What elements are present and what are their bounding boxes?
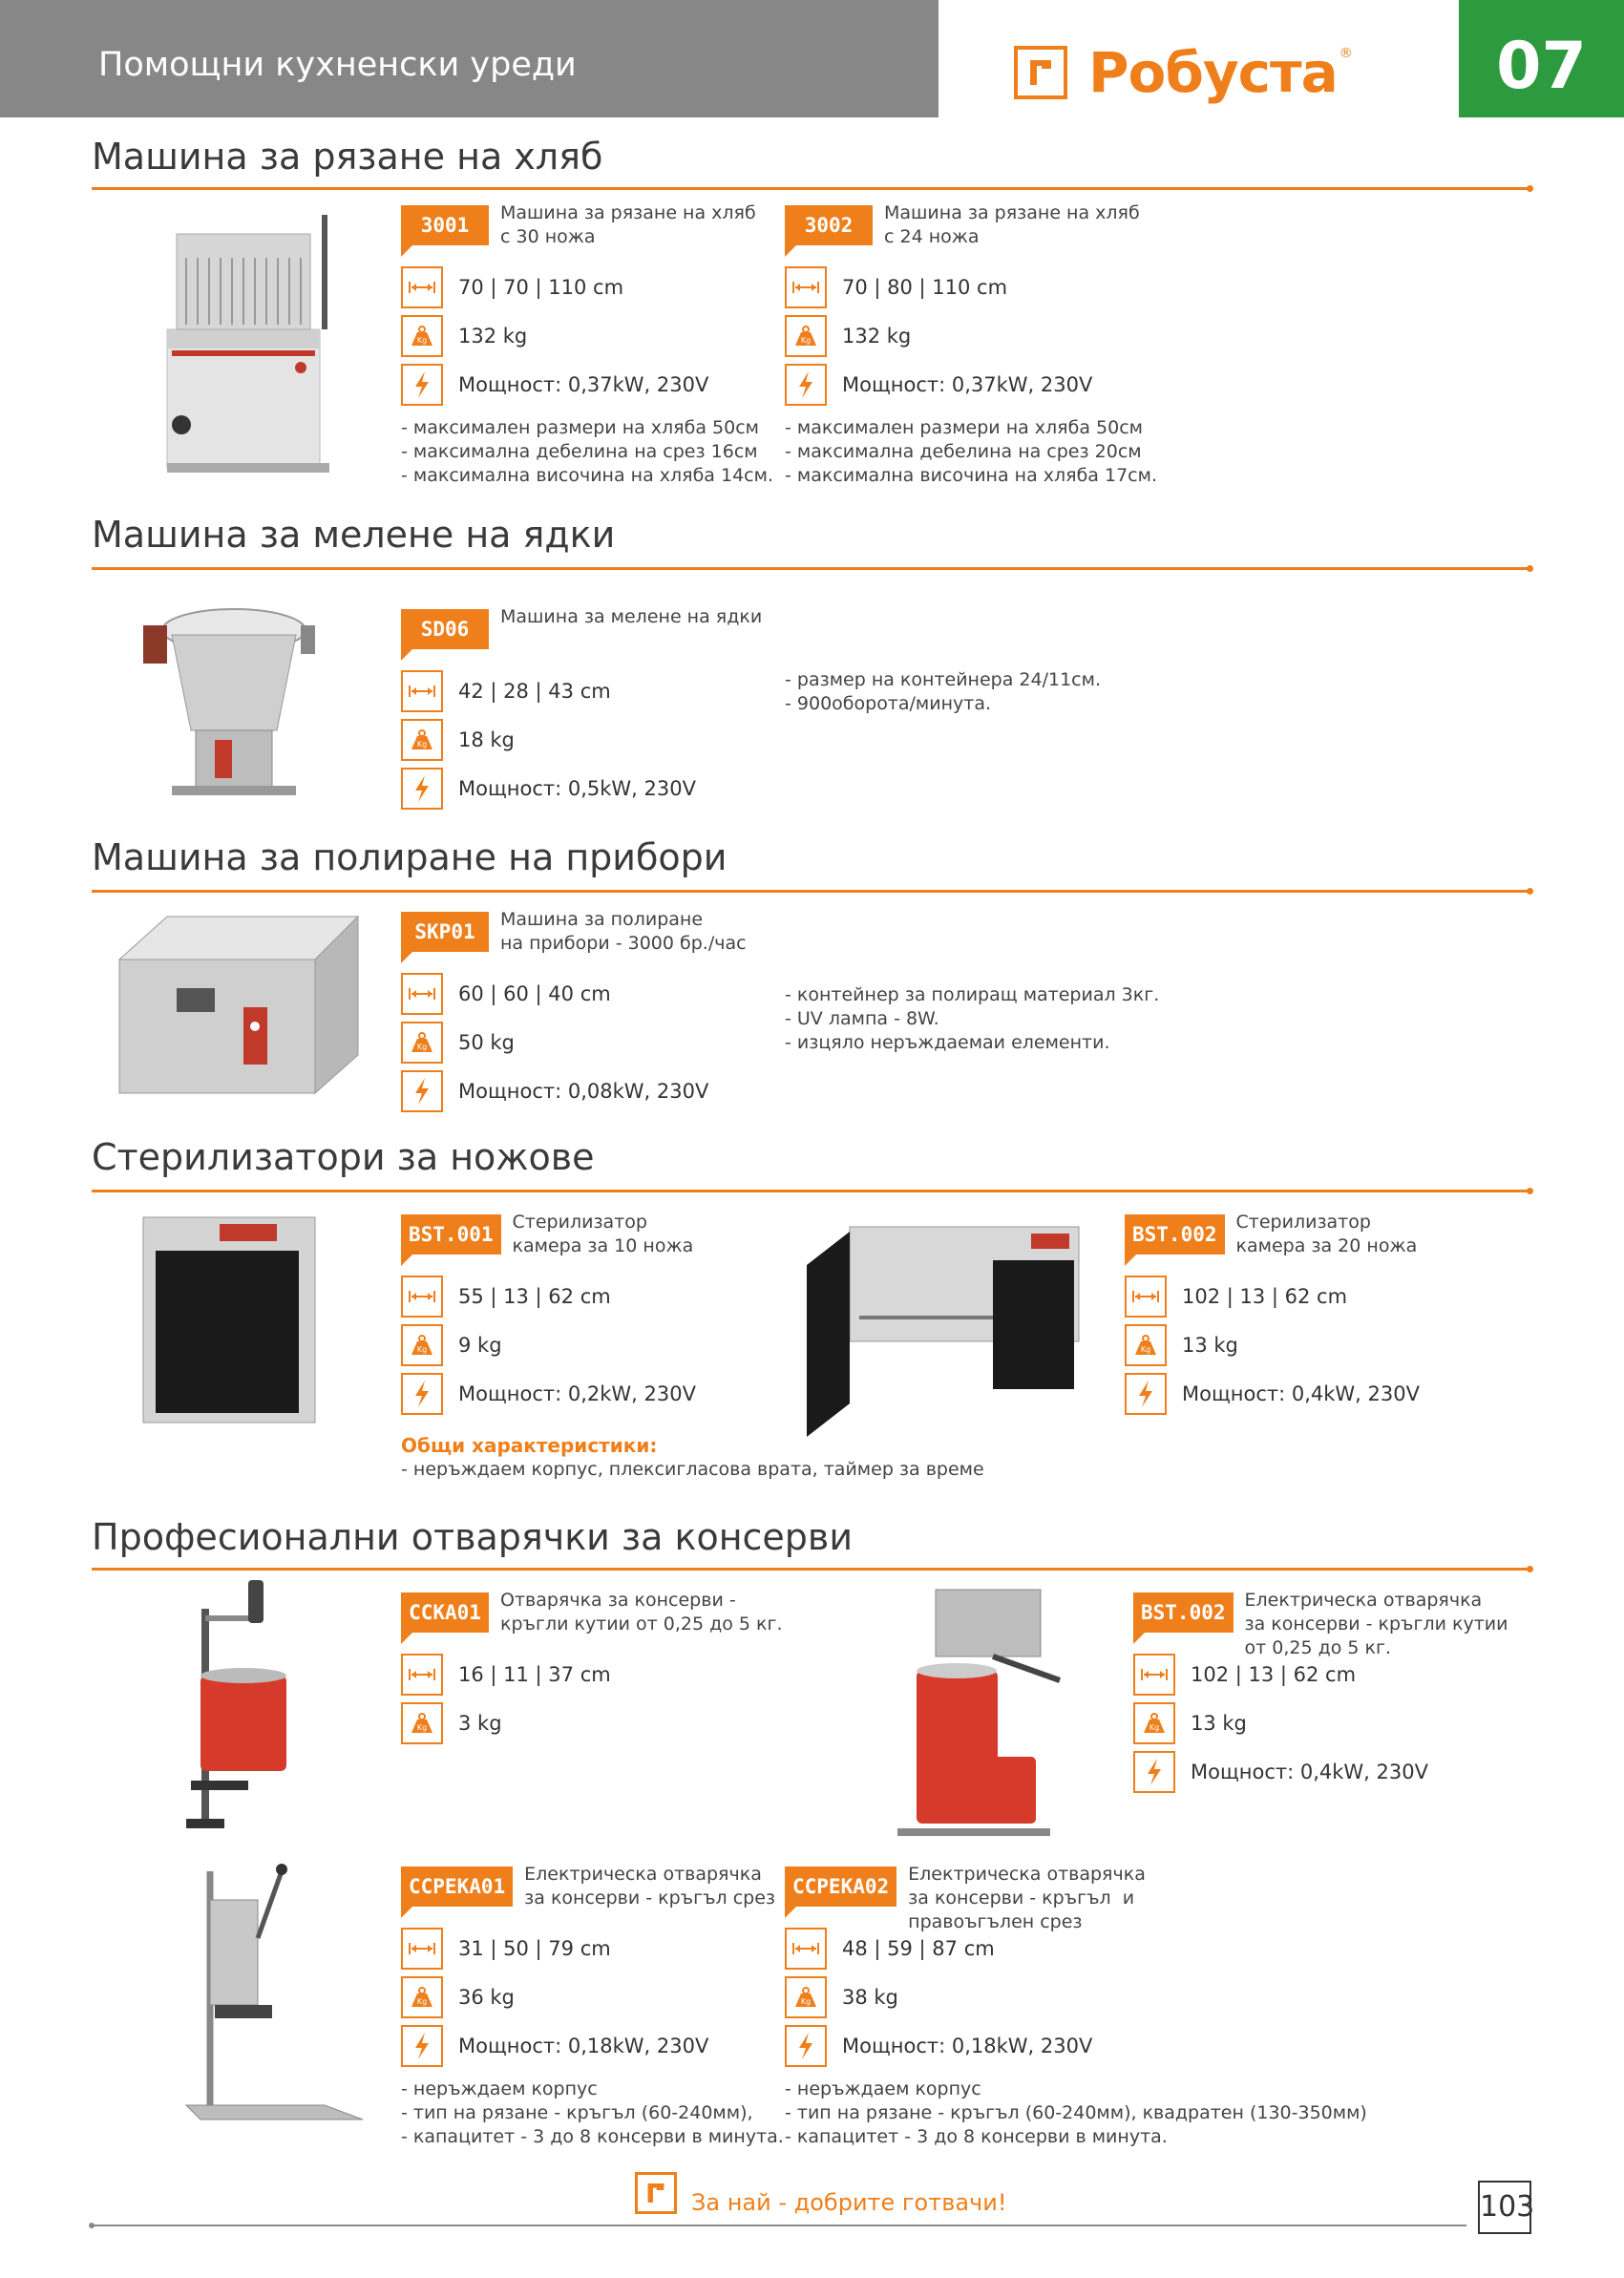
weight-kg-icon xyxy=(785,315,827,357)
electric-can-opener-image xyxy=(869,1585,1065,1843)
product-description: Електрическа отварячка за консерви - кръгли кутии от 0,25 до 5 кг. xyxy=(1244,1590,1508,1658)
section-title: Стерилизатори за ножове xyxy=(92,1136,595,1178)
weight-kg-icon xyxy=(401,1976,443,2018)
weight-kg-icon xyxy=(785,1976,827,2018)
weight-kg-icon xyxy=(401,1702,443,1744)
nut-grinder-image xyxy=(134,597,325,802)
brand-logo-icon xyxy=(1014,46,1067,99)
section-divider xyxy=(92,1190,1531,1192)
general-characteristics-text: - неръждаем корпус, плексигласова врата, таймер за време xyxy=(401,1459,984,1480)
product-notes: - неръждаем корпус - тип на рязане - кръгъл (60-240мм), - капацитет - 3 до 8 консерви в минута. xyxy=(401,2078,784,2147)
page-category-title: Помощни кухненски уреди xyxy=(98,46,577,84)
product-code-badge: 3001 xyxy=(401,205,489,245)
product-code-badge: BST.002 xyxy=(1133,1592,1234,1633)
product-card-SD06 xyxy=(401,606,763,812)
product-weight: 132 kg xyxy=(842,324,912,348)
product-card-3001 xyxy=(401,202,773,488)
power-lightning-icon xyxy=(785,2025,827,2067)
product-power: Мощност: 0,4kW, 230V xyxy=(1182,1382,1420,1405)
dimensions-icon xyxy=(1133,1654,1175,1696)
product-notes: - максимален размери на хляба 50см - максимална дебелина на срез 16см - максимална височина на хляба 14см. xyxy=(401,417,773,486)
section-title: Машина за рязане на хляб xyxy=(92,136,603,178)
product-card-CCPEKA02 xyxy=(785,1864,1367,2149)
product-dimensions: 60 | 60 | 40 cm xyxy=(458,981,611,1005)
section-divider xyxy=(92,567,1531,570)
svg-text:Kg: Kg xyxy=(416,335,428,345)
product-weight: 18 kg xyxy=(458,728,515,751)
product-power: Мощност: 0,08kW, 230V xyxy=(458,1079,709,1103)
product-power: Мощност: 0,2kW, 230V xyxy=(458,1382,696,1405)
product-description: Машина за рязане на хляб с 24 ножа xyxy=(884,202,1140,247)
weight-kg-icon xyxy=(1125,1324,1167,1366)
bread-slicer-image xyxy=(148,205,353,482)
product-weight: 38 kg xyxy=(842,1985,898,2009)
dimensions-icon xyxy=(1125,1276,1167,1318)
product-description: Машина за рязане на хляб с 30 ножа xyxy=(500,202,756,247)
section-divider xyxy=(92,1568,1531,1571)
product-power: Мощност: 0,18kW, 230V xyxy=(458,2034,709,2057)
power-lightning-icon xyxy=(401,2025,443,2067)
svg-text:Kg: Kg xyxy=(416,1996,428,2006)
product-code-badge: CCPEKA01 xyxy=(401,1867,513,1907)
product-card-CCKA01 xyxy=(401,1592,783,1747)
power-lightning-icon xyxy=(401,364,443,406)
product-weight: 3 kg xyxy=(458,1711,502,1735)
product-dimensions: 48 | 59 | 87 cm xyxy=(842,1936,995,1960)
section-title: Машина за мелене на ядки xyxy=(92,514,616,556)
svg-text:Kg: Kg xyxy=(800,1996,812,2006)
product-power: Мощност: 0,37kW, 230V xyxy=(842,372,1093,396)
product-code-badge: CCKA01 xyxy=(401,1592,489,1633)
footer-slogan: За най - добрите готвачи! xyxy=(691,2189,1007,2216)
svg-text:Kg: Kg xyxy=(1149,1722,1160,1732)
product-weight: 9 kg xyxy=(458,1333,502,1357)
registered-mark: ® xyxy=(1339,46,1353,61)
section-divider xyxy=(92,187,1531,190)
section-divider xyxy=(92,890,1531,893)
dimensions-icon xyxy=(401,670,443,712)
product-description: Стерилизатор камера за 10 ножа xyxy=(512,1212,694,1256)
product-card-3002 xyxy=(785,202,1157,488)
dimensions-icon xyxy=(785,1928,827,1970)
power-lightning-icon xyxy=(401,768,443,810)
product-code-badge: BST.002 xyxy=(1125,1214,1225,1255)
svg-text:Kg: Kg xyxy=(1140,1344,1151,1354)
product-card-BST002-can-opener xyxy=(1133,1592,1508,1796)
product-code-badge: BST.001 xyxy=(401,1214,501,1255)
product-power: Мощност: 0,37kW, 230V xyxy=(458,372,709,396)
brand-name: Робуста xyxy=(1088,40,1338,105)
product-weight: 13 kg xyxy=(1191,1711,1247,1735)
product-notes: - контейнер за полиращ материал 3кг. - UV лампа - 8W. - изцяло неръждаемаи елементи. xyxy=(785,984,1160,1053)
power-lightning-icon xyxy=(785,364,827,406)
electric-can-opener-round-image xyxy=(181,1862,372,2134)
product-description: Отварячка за консерви - кръгли кутии от 0,25 до 5 кг. xyxy=(500,1590,783,1635)
product-power: Мощност: 0,18kW, 230V xyxy=(842,2034,1093,2057)
product-description: Електрическа отварячка за консерви - кръгъл срез xyxy=(524,1864,775,1909)
product-dimensions: 31 | 50 | 79 cm xyxy=(458,1936,611,1960)
dimensions-icon xyxy=(785,266,827,308)
weight-kg-icon xyxy=(401,719,443,761)
cutlery-polisher-image xyxy=(110,912,363,1103)
weight-kg-icon xyxy=(401,1324,443,1366)
svg-text:Kg: Kg xyxy=(416,1344,428,1354)
product-dimensions: 70 | 80 | 110 cm xyxy=(842,275,1008,299)
product-power: Мощност: 0,4kW, 230V xyxy=(1191,1760,1428,1783)
product-notes: - неръждаем корпус - тип на рязане - кръгъл (60-240мм), квадратен (130-350мм) - капацитет - 3 до 8 консерви в минута. xyxy=(785,2078,1367,2147)
power-lightning-icon xyxy=(401,1373,443,1415)
knife-sterilizer-large-image xyxy=(802,1222,1088,1442)
dimensions-icon xyxy=(401,1654,443,1696)
product-weight: 50 kg xyxy=(458,1030,515,1054)
product-code-badge: SKP01 xyxy=(401,912,489,952)
product-notes: - максимален размери на хляба 50см - максимална дебелина на срез 20см - максимална височина на хляба 17см. xyxy=(785,417,1157,486)
footer-divider xyxy=(92,2225,1466,2226)
product-card-SKP01 xyxy=(401,909,747,1115)
dimensions-icon xyxy=(401,266,443,308)
svg-text:Kg: Kg xyxy=(800,335,812,345)
product-description: Стерилизатор камера за 20 ножа xyxy=(1235,1212,1418,1256)
dimensions-icon xyxy=(401,1276,443,1318)
manual-can-opener-image xyxy=(181,1580,306,1833)
power-lightning-icon xyxy=(1125,1373,1167,1415)
brand-logo xyxy=(1014,42,1353,103)
dimensions-icon xyxy=(401,973,443,1015)
footer-logo-icon xyxy=(635,2172,677,2214)
svg-text:Kg: Kg xyxy=(416,739,428,749)
page-number: 103 xyxy=(1478,2181,1531,2234)
product-description: Машина за мелене на ядки xyxy=(500,606,763,627)
product-power: Мощност: 0,5kW, 230V xyxy=(458,776,696,800)
product-card-BST001 xyxy=(401,1214,696,1418)
knife-sterilizer-small-image xyxy=(138,1213,320,1427)
svg-text:Kg: Kg xyxy=(416,1722,428,1732)
weight-kg-icon xyxy=(401,1022,443,1064)
general-characteristics-title: Общи характеристики: xyxy=(401,1434,658,1457)
section-title: Машина за полиране на прибори xyxy=(92,836,728,878)
power-lightning-icon xyxy=(401,1070,443,1112)
product-weight: 13 kg xyxy=(1182,1333,1238,1357)
product-dimensions: 16 | 11 | 37 cm xyxy=(458,1662,611,1686)
product-description: Електрическа отварячка за консерви - кръгъл и правоъгълен срез xyxy=(908,1864,1146,1932)
product-notes: - размер на контейнера 24/11см. - 900оборота/минута. xyxy=(785,669,1101,714)
product-dimensions: 42 | 28 | 43 cm xyxy=(458,679,611,703)
product-code-badge: 3002 xyxy=(785,205,873,245)
product-dimensions: 55 | 13 | 62 cm xyxy=(458,1284,611,1308)
power-lightning-icon xyxy=(1133,1751,1175,1793)
dimensions-icon xyxy=(401,1928,443,1970)
product-code-badge: CCPEKA02 xyxy=(785,1867,896,1907)
product-card-CCPEKA01 xyxy=(401,1864,784,2149)
section-title: Професионални отварячки за консерви xyxy=(92,1516,854,1558)
weight-kg-icon xyxy=(1133,1702,1175,1744)
product-dimensions: 102 | 13 | 62 cm xyxy=(1191,1662,1357,1686)
product-dimensions: 70 | 70 | 110 cm xyxy=(458,275,624,299)
product-weight: 132 kg xyxy=(458,324,528,348)
product-description: Машина за полиране на прибори - 3000 бр./час xyxy=(500,909,747,954)
product-card-BST002 xyxy=(1125,1214,1420,1418)
product-dimensions: 102 | 13 | 62 cm xyxy=(1182,1284,1348,1308)
svg-text:Kg: Kg xyxy=(416,1042,428,1051)
product-code-badge: SD06 xyxy=(401,609,489,649)
weight-kg-icon xyxy=(401,315,443,357)
product-weight: 36 kg xyxy=(458,1985,515,2009)
chapter-number: 07 xyxy=(1459,0,1624,117)
